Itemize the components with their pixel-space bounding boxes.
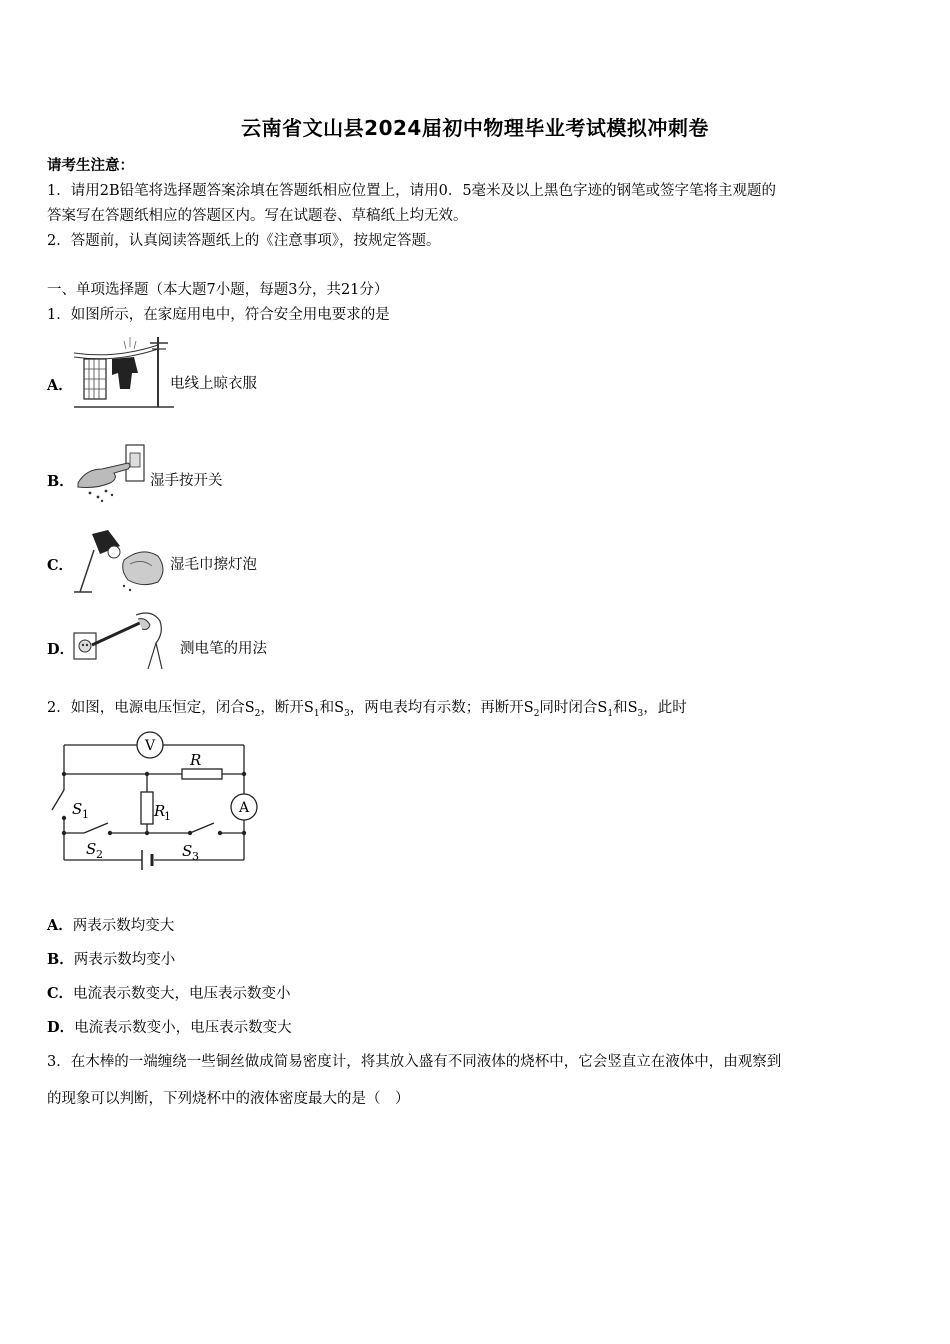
wet-towel-bulb-icon	[72, 526, 168, 594]
switch-s2-label: S	[86, 840, 97, 858]
switch-s1-sub: 1	[82, 808, 89, 821]
exam-title: 云南省文山县2024届初中物理毕业考试模拟冲刺卷	[241, 116, 709, 140]
ammeter-label: A	[238, 800, 250, 816]
resistor-r1-label: R	[154, 802, 166, 820]
question-3-line-1: 3．在木棒的一端缠绕一些铜丝做成简易密度计，将其放入盛有不同液体的烧杯中，它会竖直立在液体中，由观察到	[47, 1054, 782, 1070]
notice-heading: 请考生注意：	[47, 157, 134, 174]
q2-stem-sub: 3	[344, 708, 350, 719]
wet-hand-switch-icon	[76, 443, 148, 505]
q2-stem-part: 2．如图，电源电压恒定，闭合S	[47, 700, 255, 716]
switch-s2-sub: 2	[96, 848, 103, 861]
s2-blade	[84, 823, 108, 833]
q2-option-b-letter: B．	[47, 951, 74, 968]
q1-option-d-text: 测电笔的用法	[180, 641, 267, 657]
q1-option-d-letter: D．	[47, 641, 75, 658]
q2-option-d-text: 电流表示数变小，电压表示数变大	[74, 1020, 292, 1036]
q2-stem-part: 和S	[613, 700, 638, 716]
q2-option-d-letter: D．	[47, 1019, 75, 1036]
s1-blade	[52, 790, 64, 810]
q1-option-a-letter: A．	[47, 377, 73, 394]
q2-stem-sub: 1	[313, 708, 320, 719]
q2-stem-part: ，断开S	[260, 700, 314, 716]
q2-stem-part: 和S	[319, 700, 345, 716]
switch-s3-label: S	[182, 842, 193, 860]
q2-stem-sub: 1	[607, 708, 614, 719]
resistor-r	[182, 769, 222, 779]
q2-stem-sub: 2	[533, 708, 540, 719]
q1-option-a-text: 电线上晾衣服	[170, 376, 257, 392]
q2-option-d	[47, 1016, 292, 1037]
notice-item-1-line-2: 答案写在答题纸相应的答题区内。写在试题卷、草稿纸上均无效。	[47, 208, 468, 224]
q2-stem-part: ，两电表均有示数；再断开S	[349, 700, 534, 716]
question-3-line-2: 的现象可以判断，下列烧杯中的液体密度最大的是（ ）	[47, 1091, 410, 1107]
resistor-r1-sub: 1	[164, 810, 171, 823]
resistor-r-label: R	[190, 751, 202, 769]
q1-option-c-text: 湿毛巾擦灯泡	[170, 557, 257, 573]
q2-option-c-text: 电流表示数变大，电压表示数变小	[73, 986, 291, 1002]
q1-option-b-text: 湿手按开关	[150, 473, 223, 489]
q1-option-b-letter: B．	[47, 473, 74, 490]
switch-s3-sub: 3	[192, 850, 199, 863]
question-1-stem: 1．如图所示，在家庭用电中，符合安全用电要求的是	[47, 307, 390, 323]
notice-item-1-line-1: 1．请用2B铅笔将选择题答案涂填在答题纸相应位置上，请用0．5毫米及以上黑色字迹的钢笔或签字笔将主观题的	[47, 183, 777, 199]
q2-option-a	[47, 914, 174, 935]
q2-stem-sub: 2	[254, 708, 261, 719]
q1-option-c-letter: C．	[47, 557, 74, 574]
section-heading: 一、单项选择题（本大题7小题，每题3分，共21分）	[47, 282, 389, 298]
q2-option-c-letter: C．	[47, 985, 74, 1002]
resistor-r1	[141, 792, 153, 824]
q2-option-b-text: 两表示数均变小	[73, 952, 176, 968]
q2-option-a-letter: A．	[47, 917, 73, 934]
notice-item-2: 2．答题前，认真阅读答题纸上的《注意事项》，按规定答题。	[47, 233, 441, 249]
test-pen-icon	[72, 607, 176, 673]
circuit-diagram	[40, 730, 270, 880]
q2-stem-sub: 3	[637, 708, 644, 719]
q2-option-c	[47, 982, 291, 1003]
q2-option-b	[47, 948, 175, 969]
clothes-on-wire-icon	[72, 333, 176, 409]
q2-stem-part: ，此时	[643, 700, 687, 716]
q2-stem-part: 同时闭合S	[539, 700, 608, 716]
q2-option-a-text: 两表示数均变大	[72, 918, 175, 934]
switch-s1-label: S	[72, 800, 83, 818]
voltmeter-label: V	[144, 738, 156, 754]
s3-blade	[190, 823, 214, 833]
question-2-stem	[47, 696, 687, 719]
